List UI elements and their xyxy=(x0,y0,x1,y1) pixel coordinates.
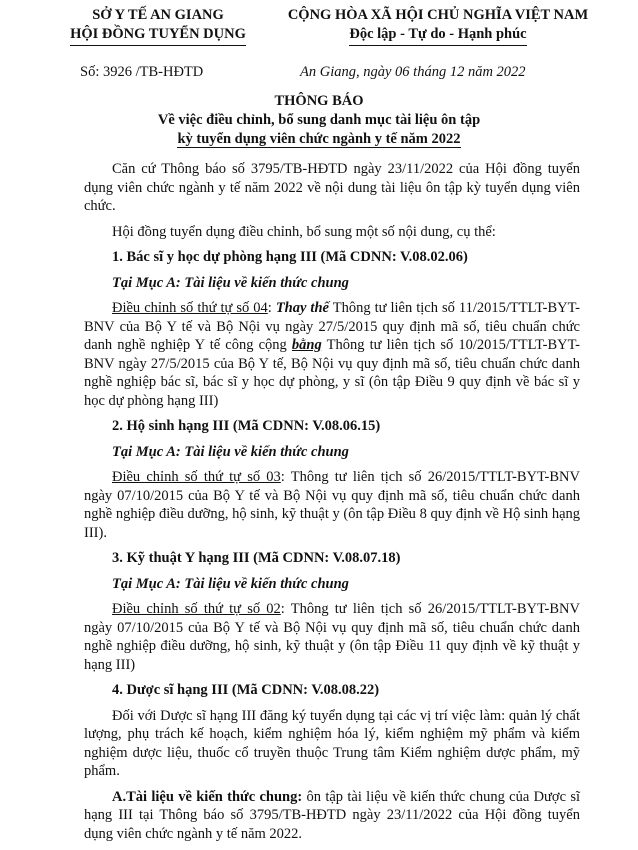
section-4-item-a-text: ôn tập tài liệu về kiến thức chung của Dược sĩ hạng III tại Thông báo số 3795/TB-HĐTD ngày 23/11/2022 của Hội đồng tuyển dụng viên chức ngành y tế năm 2022. xyxy=(84,788,580,842)
section-1-title: 1. Bác sĩ y học dự phòng hạng III (Mã CDNN: V.08.02.06) xyxy=(112,249,468,265)
notice-subject-line-1: Về việc điều chỉnh, bổ sung danh mục tài liệu ôn tập xyxy=(157,112,481,128)
document-number: Số: 3926 /TB-HĐTD xyxy=(80,64,204,80)
org-line-2: HỘI ĐỒNG TUYỂN DỤNG xyxy=(70,25,246,46)
document-date: An Giang, ngày 06 tháng 12 năm 2022 xyxy=(300,64,526,80)
section-3-content xyxy=(84,600,580,674)
section-3-subtitle: Tại Mục A: Tài liệu về kiến thức chung xyxy=(112,575,349,592)
section-1-text-1: Thông tư liên tịch số 11/2015/TTLT-BYT-BNV của Bộ Y tế và Bộ Nội vụ ngày 27/5/2015 quy định mã số, tiêu chuẩn chức danh nghề nghiệp Y tế công cộng xyxy=(84,300,580,353)
nation-line-1: CỘNG HÒA XÃ HỘI CHỦ NGHĨA VIỆT NAM xyxy=(287,7,589,23)
section-1-adjustment-label: Điều chỉnh số thứ tự số 04 xyxy=(112,300,268,316)
section-2-text: : Thông tư liên tịch số 26/2015/TTLT-BYT-BNV ngày 07/10/2015 của Bộ Y tế và Bộ Nội vụ quy định mã số, tiêu chuẩn chức danh nghề nghiệp điều dưỡng, hộ sinh, kỹ thuật y (ôn tập Điều 8 quy định về Hộ sinh hạng III). xyxy=(84,469,580,541)
section-1-colon: : xyxy=(267,300,276,316)
section-1-subtitle: Tại Mục A: Tài liệu về kiến thức chung xyxy=(112,274,349,291)
notice-heading: THÔNG BÁO xyxy=(274,93,364,109)
section-2-title: 2. Hộ sinh hạng III (Mã CDNN: V.08.06.15) xyxy=(112,418,381,434)
section-1-content xyxy=(84,299,580,410)
notice-subject-line-2: kỳ tuyển dụng viên chức ngành y tế năm 2022 xyxy=(177,131,461,147)
intro-paragraph: Căn cứ Thông báo số 3795/TB-HĐTD ngày 23/11/2022 của Hội đồng tuyển dụng viên chức ngành y tế năm 2022 về nội dung tài liệu ôn tập kỳ tuyển dụng viên chức. xyxy=(84,161,580,214)
org-line-1: SỞ Y TẾ AN GIANG xyxy=(92,7,224,23)
section-4-item-a xyxy=(84,788,580,844)
section-3-title: 3. Kỹ thuật Y hạng III (Mã CDNN: V.08.07.18) xyxy=(112,550,401,566)
section-2-subtitle: Tại Mục A: Tài liệu về kiến thức chung xyxy=(112,443,349,460)
intro-paragraph-2: Hội đồng tuyển dụng điều chỉnh, bổ sung một số nội dung, cụ thể: xyxy=(112,223,496,240)
section-2-adjustment-label: Điều chỉnh số thứ tự số 03 xyxy=(112,469,281,485)
nation-line-2: Độc lập - Tự do - Hạnh phúc xyxy=(349,25,526,46)
issuing-organization xyxy=(58,6,258,46)
section-2-content xyxy=(84,468,580,542)
notice-body xyxy=(84,160,580,850)
section-1-text-2: Thông tư liên tịch số 10/2015/TTLT-BYT-BNV ngày 27/5/2015 của Bộ Y tế, Bộ Nội vụ quy định mã số, tiêu chuẩn chức danh nghề nghiệp bác sĩ, bác sĩ y học dự phòng, y sĩ (ôn tập Điều 9 quy định về bác sĩ y học dự phòng hạng III) xyxy=(84,337,580,409)
section-1-replace: Thay thế xyxy=(275,300,329,316)
section-3-adjustment-label: Điều chỉnh số thứ tự số 02 xyxy=(112,601,281,617)
section-4-item-a-label: A.Tài liệu về kiến thức chung: xyxy=(112,788,303,805)
section-4-title: 4. Dược sĩ hạng III (Mã CDNN: V.08.08.22) xyxy=(112,682,380,698)
section-4-content: Đối với Dược sĩ hạng III đăng ký tuyển dụng tại các vị trí việc làm: quản lý chất lượng, phụ trách kế hoạch, kiểm nghiệm hóa lý, kiểm nghiệm mỹ phẩm và kiểm nghiệm dược liệu, thuốc cổ truyền thuộc Trung tâm Kiểm nghiệm dược phẩm, mỹ phẩm. xyxy=(84,707,580,779)
section-3-text: : Thông tư liên tịch số 26/2015/TTLT-BYT-BNV ngày 07/10/2015 của Bộ Y tế và Bộ Nội vụ quy định mã số, tiêu chuẩn chức danh nghề nghiệp điều dưỡng, hộ sinh, kỹ thuật y (ôn tập Điều 11 quy định về kỹ thuật y hạng III) xyxy=(84,601,580,673)
national-motto xyxy=(268,6,608,46)
section-1-by: bằng xyxy=(291,337,322,353)
